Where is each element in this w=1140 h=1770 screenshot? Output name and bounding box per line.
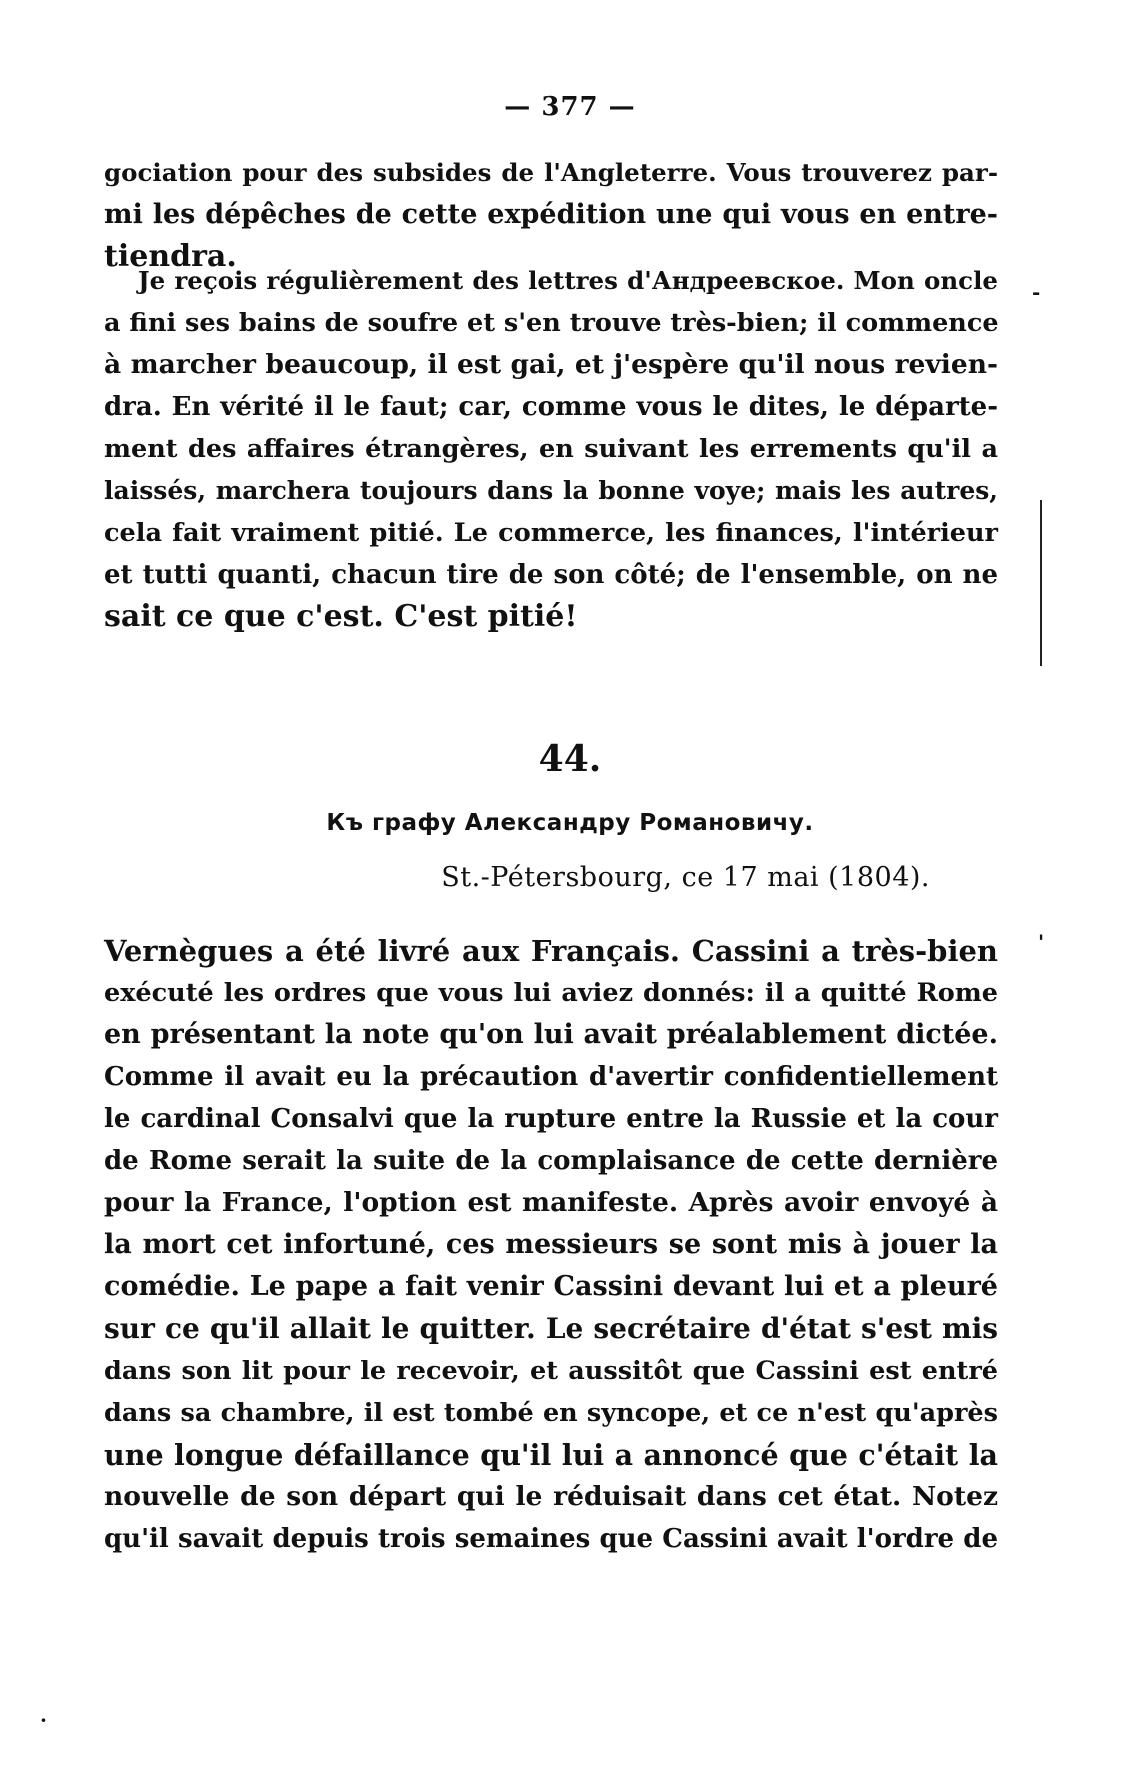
text-line: à marcher beaucoup, il est gai, et j'espère qu'il nous revien- xyxy=(104,349,998,380)
text-line: Comme il avait eu la précaution d'avertir confidentiellement xyxy=(104,1062,998,1092)
text-line: pour la France, l'option est manifeste. Après avoir envoyé à xyxy=(104,1187,998,1218)
letter-number: 44. xyxy=(538,738,602,780)
text-line: laissés, marchera toujours dans la bonne voye; mais les autres, xyxy=(104,476,998,505)
text-line: de Rome serait la suite de la complaisance de cette dernière xyxy=(104,1146,998,1176)
letter-body xyxy=(104,930,998,1560)
text-line: Je reçois régulièrement des lettres d'Андреевское. Mon oncle xyxy=(138,266,998,295)
letter-addressee: Къ графу Александру Романовичу. xyxy=(326,810,814,836)
text-line: a fini ses bains de soufre et s'en trouve très-bien; il commence xyxy=(104,308,999,338)
margin-mark: ' xyxy=(1038,930,1045,954)
second-paragraph xyxy=(104,260,998,638)
text-line: nouvelle de son départ qui le réduisait dans cet état. Notez xyxy=(104,1481,998,1512)
text-line: ment des affaires étrangères, en suivant les errements qu'il a xyxy=(104,434,998,464)
text-line: une longue défaillance qu'il lui a annoncé que c'était la xyxy=(104,1438,998,1472)
text-line: le cardinal Consalvi que la rupture entre la Russie et la cour xyxy=(104,1104,998,1134)
text-line: Vernègues a été livré aux Français. Cassini a très-bien xyxy=(104,934,998,968)
text-line: tiendra. xyxy=(104,239,237,274)
text-line: sait ce que c'est. C'est pitié! xyxy=(104,599,578,634)
page-number: — 377 — xyxy=(504,92,636,122)
text-line: gociation pour des subsides de l'Angleterre. Vous trouverez par- xyxy=(104,158,998,187)
text-line: cela fait vraiment pitié. Le commerce, les finances, l'intérieur xyxy=(104,518,998,548)
text-line: dans sa chambre, il est tombé en syncope, et ce n'est qu'après xyxy=(104,1398,998,1428)
text-line: dans son lit pour le recevoir, et aussitôt que Cassini est entré xyxy=(104,1356,998,1386)
text-line: dra. En vérité il le faut; car, comme vous le dites, le départe- xyxy=(104,392,998,422)
text-line: sur ce qu'il allait le quitter. Le secrétaire d'état s'est mis xyxy=(104,1312,998,1345)
margin-rule xyxy=(1040,500,1042,666)
text-line: mi les dépêches de cette expédition une qui vous en entre- xyxy=(104,199,998,230)
margin-mark: - xyxy=(1032,280,1041,304)
text-line: exécuté les ordres que vous lui aviez donnés: il a quitté Rome xyxy=(104,978,998,1008)
letter-dateline: St.-Pétersbourg, ce 17 mai (1804). xyxy=(441,862,930,893)
margin-mark: · xyxy=(40,1708,47,1732)
text-line: la mort cet infortuné, ces messieurs se sont mis à jouer la xyxy=(104,1229,998,1260)
text-line: qu'il savait depuis trois semaines que Cassini avait l'ordre de xyxy=(104,1524,998,1554)
text-line: et tutti quanti, chacun tire de son côté; de l'ensemble, on ne xyxy=(104,560,998,590)
text-line: comédie. Le pape a fait venir Cassini devant lui et a pleuré xyxy=(104,1271,998,1302)
text-line: en présentant la note qu'on lui avait préalablement dictée. xyxy=(104,1019,998,1050)
